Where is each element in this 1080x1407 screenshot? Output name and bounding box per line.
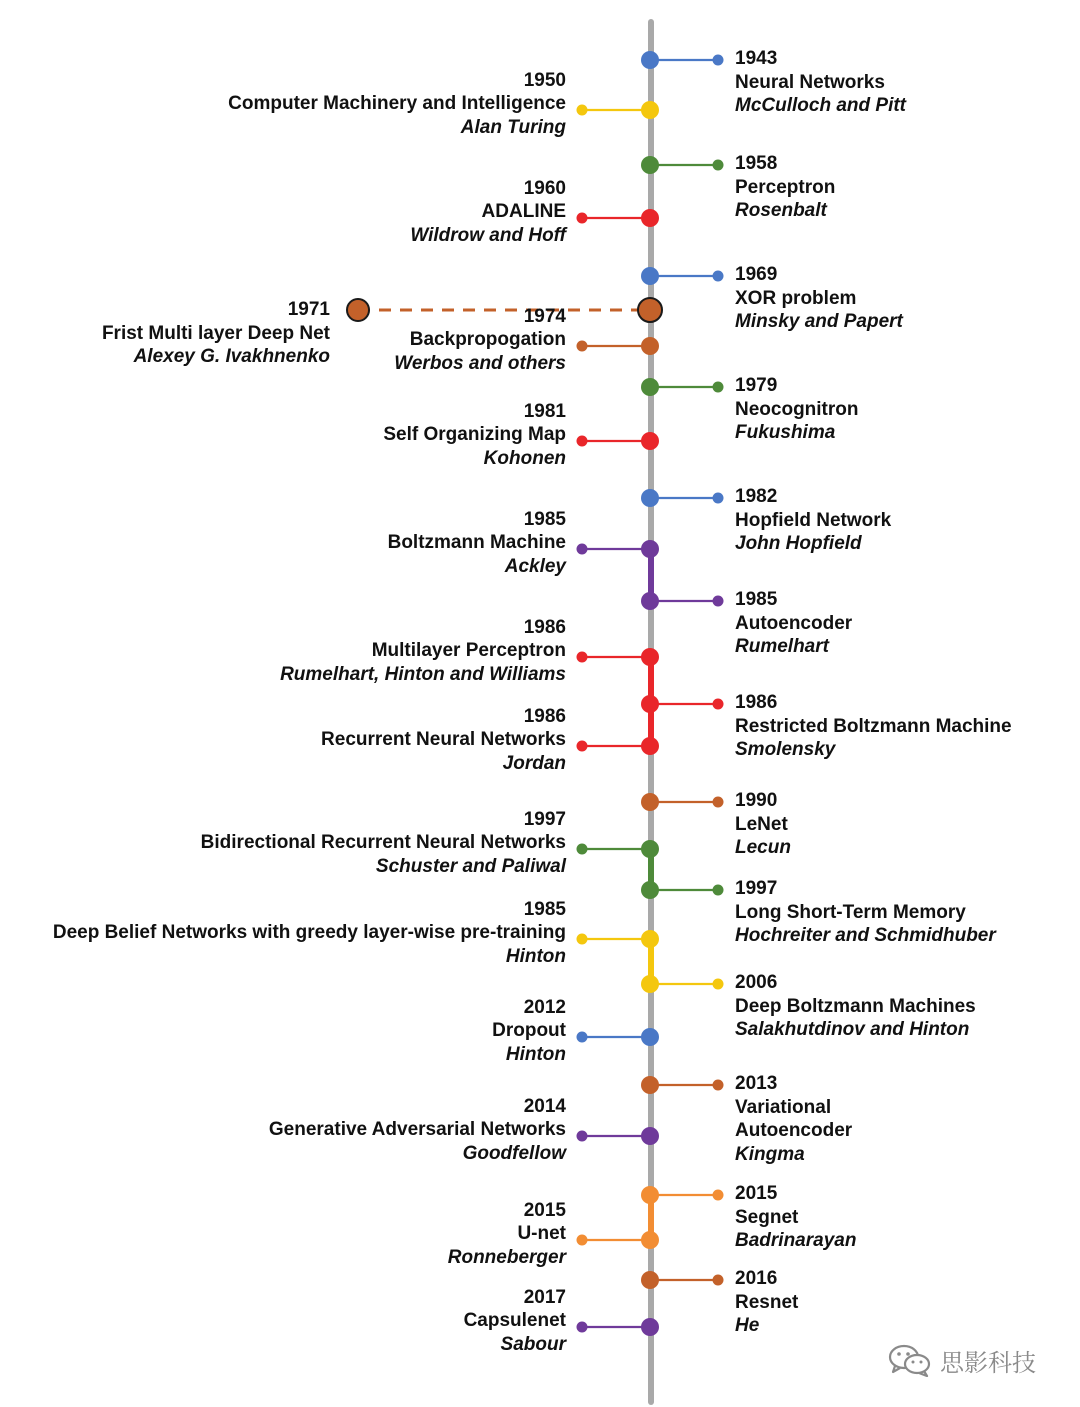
event-year: 1971	[287, 299, 330, 320]
event-year: 1979	[735, 375, 778, 396]
axis-node	[641, 840, 659, 858]
event-label	[735, 971, 1080, 1042]
branch-end-dot	[713, 699, 724, 710]
event-authors: Werbos and others	[394, 352, 566, 374]
branch-end-dot	[713, 1080, 724, 1091]
axis-node	[641, 1231, 659, 1249]
branch-end-dot	[713, 797, 724, 808]
branch-end-dot	[713, 979, 724, 990]
event-label	[6, 69, 566, 140]
event-authors: Ronneberger	[447, 1246, 566, 1268]
event-authors: Hinton	[505, 945, 566, 967]
branch-end-dot	[577, 741, 588, 752]
event-authors: Goodfellow	[462, 1142, 566, 1164]
event-authors: Kingma	[735, 1143, 805, 1165]
branch-end-dot	[713, 493, 724, 504]
axis-node	[641, 930, 659, 948]
event-title: Boltzmann Machine	[387, 532, 566, 553]
branch-end-dot	[577, 1235, 588, 1246]
event-label	[6, 177, 566, 248]
axis-node	[641, 975, 659, 993]
branch-end-dot	[713, 160, 724, 171]
event-authors: Wildrow and Hoff	[410, 224, 566, 246]
event-authors: Lecun	[735, 837, 791, 858]
event-label	[735, 789, 1080, 860]
event-branch	[641, 975, 724, 993]
wechat-icon	[888, 1343, 932, 1377]
watermark	[888, 1340, 1058, 1380]
axis-node	[641, 51, 659, 69]
branch-end-dot	[577, 652, 588, 663]
event-year: 1960	[523, 177, 566, 199]
event-label	[6, 1286, 566, 1357]
event-authors: Rumelhart	[735, 636, 829, 657]
axis-node	[638, 298, 662, 322]
event-title: Hopfield Network	[735, 509, 892, 531]
event-branch	[577, 540, 660, 558]
event-branch	[641, 267, 724, 285]
event-year: 1986	[735, 692, 778, 713]
axis-node	[641, 1271, 659, 1289]
event-label	[735, 1182, 1080, 1253]
event-title: LeNet	[735, 813, 788, 835]
event-branch	[641, 592, 724, 610]
branch-end-dot	[577, 1032, 588, 1043]
event-title: Self Organizing Map	[383, 424, 566, 445]
event-title: Dropout	[492, 1020, 566, 1041]
event-branch	[641, 156, 724, 174]
branch-end-dot	[713, 1275, 724, 1286]
event-authors: Alexey G. Ivakhnenko	[133, 346, 330, 367]
axis-node	[641, 1318, 659, 1336]
event-authors: He	[735, 1315, 760, 1336]
event-year: 1990	[735, 790, 778, 811]
branch-end-dot	[713, 382, 724, 393]
event-authors: Minsky and Papert	[735, 311, 903, 332]
event-title: Autoencoder	[735, 612, 853, 634]
event-title: Computer Machinery and Intelligence	[228, 93, 566, 114]
event-year: 1997	[523, 808, 566, 830]
event-title: Frist Multi layer Deep Net	[101, 322, 330, 344]
event-branch	[577, 1318, 660, 1336]
event-authors: McCulloch and Pitt	[735, 95, 906, 116]
event-branch	[641, 1076, 724, 1094]
branch-end-dot	[713, 271, 724, 282]
axis-node	[641, 378, 659, 396]
event-title: Backpropogation	[409, 329, 566, 350]
axis-node	[641, 489, 659, 507]
event-year: 1985	[523, 508, 566, 530]
event-title: Segnet	[735, 1206, 799, 1228]
axis-node	[641, 1076, 659, 1094]
event-label	[6, 305, 566, 376]
branch-end-dot	[577, 436, 588, 447]
event-title: Autoencoder	[735, 1120, 853, 1141]
event-label	[735, 877, 1080, 948]
event-authors: John Hopfield	[735, 533, 862, 554]
event-authors: Hochreiter and Schmidhuber	[735, 925, 996, 946]
event-title: Neural Networks	[735, 71, 885, 93]
event-branch	[641, 1271, 724, 1289]
event-label	[735, 263, 1080, 334]
branch-end-dot	[577, 341, 588, 352]
event-title: Bidirectional Recurrent Neural Networks	[200, 832, 566, 853]
event-branch	[641, 51, 724, 69]
event-year: 1986	[523, 616, 566, 638]
event-branch	[641, 793, 724, 811]
axis-node	[641, 793, 659, 811]
event-authors: Fukushima	[735, 422, 836, 443]
event-label	[735, 588, 1080, 659]
event-branch	[641, 489, 724, 507]
event-title: Variational	[735, 1096, 832, 1118]
axis-node	[641, 540, 659, 558]
branch-end-dot	[577, 1131, 588, 1142]
event-branch	[641, 881, 724, 899]
event-branch	[641, 1186, 724, 1204]
event-title: Deep Belief Networks with greedy layer-wise pre-training	[52, 922, 566, 943]
event-title: Neocognitron	[735, 398, 859, 420]
event-label	[735, 691, 1080, 762]
event-authors: Sabour	[500, 1333, 566, 1355]
event-branch	[577, 1028, 660, 1046]
event-year: 2017	[523, 1286, 566, 1308]
event-year: 2015	[523, 1199, 566, 1221]
event-branch	[577, 432, 660, 450]
event-branch	[641, 378, 724, 396]
event-label	[735, 152, 1080, 223]
axis-node	[641, 1028, 659, 1046]
axis-node	[641, 337, 659, 355]
axis-node	[641, 695, 659, 713]
branch-end-dot	[713, 55, 724, 66]
event-year: 1985	[735, 589, 778, 610]
axis-node	[641, 592, 659, 610]
event-year: 1969	[735, 264, 778, 285]
event-title: Deep Boltzmann Machines	[735, 995, 976, 1017]
branch-end-dot	[577, 544, 588, 555]
event-label	[6, 1095, 566, 1166]
event-branch	[577, 840, 660, 858]
event-year: 1950	[523, 69, 566, 91]
event-year: 1997	[735, 878, 778, 899]
event-year: 2014	[523, 1095, 566, 1117]
event-title: ADALINE	[481, 201, 566, 222]
event-authors: Badrinarayan	[735, 1230, 857, 1251]
event-branch	[577, 930, 660, 948]
event-title: XOR problem	[735, 287, 857, 309]
event-branch	[577, 648, 660, 666]
event-label	[6, 508, 566, 579]
event-year: 2006	[735, 972, 778, 993]
event-branch	[577, 737, 660, 755]
event-label	[6, 996, 566, 1067]
branch-end-dot	[577, 934, 588, 945]
axis-node	[641, 432, 659, 450]
event-label	[6, 898, 566, 969]
event-year: 2016	[735, 1268, 778, 1289]
event-authors: Schuster and Paliwal	[375, 855, 566, 877]
axis-node	[641, 267, 659, 285]
axis-node	[641, 1127, 659, 1145]
event-label	[735, 1072, 1080, 1166]
event-year: 2015	[735, 1183, 778, 1204]
branch-end-dot	[577, 105, 588, 116]
event-year: 1986	[523, 705, 566, 727]
axis-node	[641, 101, 659, 119]
event-year: 1943	[735, 48, 778, 69]
event-label	[6, 1199, 566, 1270]
event-year: 1981	[523, 400, 566, 422]
event-branch	[641, 695, 724, 713]
event-year: 2012	[523, 996, 566, 1018]
branch-end-dot	[713, 1190, 724, 1201]
event-authors: Hinton	[505, 1043, 566, 1065]
event-title: Long Short-Term Memory	[735, 901, 966, 923]
event-authors: Kohonen	[483, 447, 566, 469]
event-title: Multilayer Perceptron	[371, 640, 566, 661]
event-authors: Smolensky	[735, 739, 836, 760]
event-title: Restricted Boltzmann Machine	[735, 715, 1012, 737]
event-branch	[577, 209, 660, 227]
branch-end-dot	[713, 596, 724, 607]
event-title: Resnet	[735, 1291, 799, 1313]
event-year: 1985	[523, 898, 566, 920]
event-title: Perceptron	[735, 176, 836, 198]
event-title: Capsulenet	[463, 1310, 566, 1331]
branch-end-dot	[577, 844, 588, 855]
event-label	[6, 400, 566, 471]
event-authors: Ackley	[504, 555, 566, 577]
event-authors: Rosenbalt	[735, 200, 827, 221]
axis-node	[641, 156, 659, 174]
axis-node	[641, 648, 659, 666]
event-title: Generative Adversarial Networks	[268, 1119, 566, 1140]
event-year: 1974	[523, 305, 566, 327]
event-authors: Salakhutdinov and Hinton	[735, 1019, 970, 1040]
event-branch	[577, 337, 660, 355]
event-label	[735, 1267, 1080, 1338]
event-authors: Jordan	[502, 752, 566, 774]
branch-end-dot	[713, 885, 724, 896]
event-title: Recurrent Neural Networks	[321, 729, 566, 750]
event-year: 2013	[735, 1073, 778, 1094]
branch-end-dot	[577, 213, 588, 224]
watermark-text: 思影科技	[940, 1348, 1036, 1377]
event-authors: Alan Turing	[460, 116, 566, 138]
event-label	[6, 705, 566, 776]
event-title: U-net	[517, 1223, 566, 1244]
event-year: 1958	[735, 153, 778, 174]
axis-node	[641, 737, 659, 755]
axis-node	[641, 1186, 659, 1204]
event-label	[735, 374, 1080, 445]
event-year: 1982	[735, 486, 778, 507]
axis-node	[641, 209, 659, 227]
axis-node	[641, 881, 659, 899]
event-label	[735, 485, 1080, 556]
event-branch	[577, 1231, 660, 1249]
event-branch	[577, 1127, 660, 1145]
event-branch	[577, 101, 660, 119]
branch-end-dot	[577, 1322, 588, 1333]
event-authors: Rumelhart, Hinton and Williams	[280, 663, 566, 685]
event-label	[735, 47, 1080, 118]
event-label	[6, 616, 566, 687]
event-label	[6, 808, 566, 879]
